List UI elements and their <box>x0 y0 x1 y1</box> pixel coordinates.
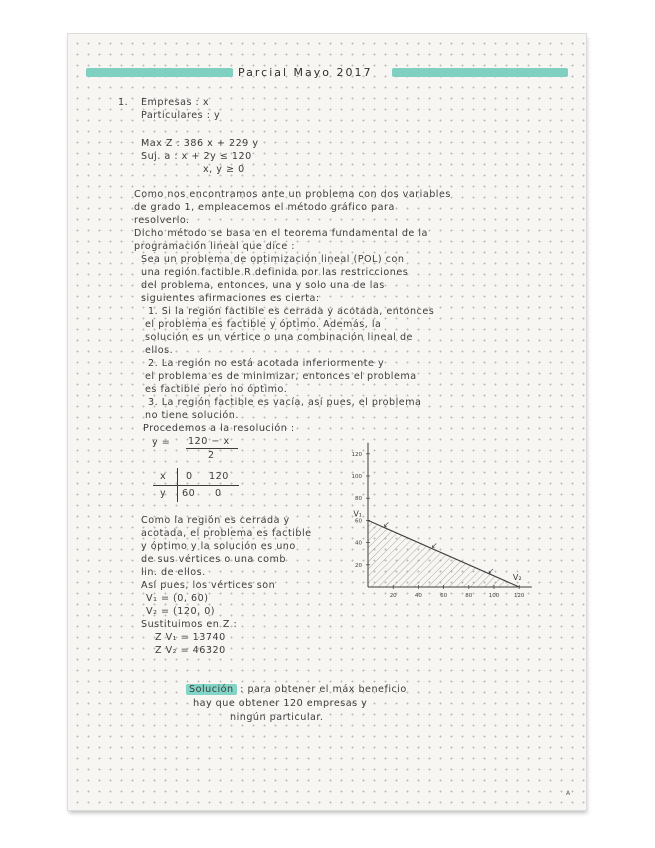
resolution-lead: Procedemos a la resolución : <box>143 423 295 434</box>
solution-line <box>186 684 407 696</box>
intro-line: siguientes afirmaciones es cierta: <box>141 293 320 304</box>
table-cell: 60 <box>182 488 196 499</box>
equation-numerator: 120 − x <box>188 436 230 447</box>
y-tick-label: 20 <box>355 562 362 569</box>
direction-arrow: ↙ <box>431 541 438 551</box>
solution-text: : para obtener el máx beneficio <box>240 684 407 695</box>
z-value-v1: Z V₁ = 13740 <box>155 632 226 643</box>
title-highlight-right <box>392 68 568 77</box>
variable-particulares: Particulares : y <box>141 110 221 121</box>
x-tick-label: 120 <box>513 593 525 599</box>
x-tick-label: 80 <box>465 593 473 599</box>
vertex-v1: V₁ = (0, 60) <box>146 593 209 604</box>
nonnegativity: x, y ≥ 0 <box>203 164 245 175</box>
table-cell: 0 <box>186 471 193 482</box>
z-value-v2: Z V₂ = 46320 <box>155 645 226 656</box>
y-tick-label: 60 <box>355 518 362 525</box>
variable-empresas: Empresas : x <box>141 97 210 108</box>
title-highlight-left <box>86 68 233 77</box>
solution-line: ningún particular. <box>230 712 324 723</box>
y-tick-label: 80 <box>355 496 362 503</box>
x-tick-label: 40 <box>414 593 422 599</box>
intro-line: de grado 1, empleacemos el método gráfico para <box>134 202 395 213</box>
conclusion-line: de sus vértices o una comb <box>141 554 286 565</box>
intro-line: 2. La región no está acotada inferiormente y <box>148 358 385 369</box>
x-tick-label: 100 <box>488 593 500 599</box>
y-tick-label: 120 <box>351 451 362 458</box>
table-cell: y <box>160 488 167 499</box>
page-title: Parcial Mayo 2017 <box>238 66 373 79</box>
y-tick-label: 40 <box>355 540 362 547</box>
intro-line: ellos. <box>145 345 174 356</box>
objective-function: Max Z : 386 x + 229 y <box>141 138 259 149</box>
intro-line: no tiene solución. <box>145 410 239 421</box>
y-tick-label: 100 <box>351 474 362 480</box>
intro-line: 1. Si la región factible es cerrada y acotada, entonces <box>148 306 435 317</box>
vertex-label: V₁ <box>353 509 362 519</box>
vertex-label: V₂ <box>512 573 522 582</box>
conclusion-line: Así pues, los vértices son <box>141 580 276 591</box>
intro-line: programación lineal que dice : <box>134 241 296 252</box>
x-tick-label: 20 <box>389 593 397 599</box>
intro-line: es factible pero no óptimo. <box>145 384 288 395</box>
table-cell: x <box>160 471 167 482</box>
intro-line: el problema es factible y óptimo. Además, la <box>145 319 382 330</box>
table-cell: 120 <box>209 471 229 482</box>
intro-line: solución es un vértice o una combinación lineal de <box>145 332 413 343</box>
fraction-bar <box>186 448 238 449</box>
conclusion-line: lin. de ellos. <box>141 567 206 578</box>
direction-arrow: ↙ <box>487 566 495 576</box>
conclusion-line: Como la región es cerrada y <box>141 515 290 526</box>
problem-number: 1. <box>118 97 129 108</box>
intro-line: Como nos encontramos ante un problema con dos variables <box>134 189 451 200</box>
conclusion-line: Sustituimos en Z : <box>141 619 238 630</box>
feasible-region-chart <box>340 420 540 605</box>
x-tick-label: 60 <box>440 593 448 599</box>
intro-line: resolverlo. <box>134 215 190 226</box>
solution-line: hay que obtener 120 empresas y <box>193 698 368 709</box>
solution-label: Solución <box>186 684 237 695</box>
equation-lhs: y = <box>152 437 171 448</box>
intro-line: Dicho método se basa en el teorema fundamental de la <box>134 228 428 239</box>
vertex-v2: V₂ = (120, 0) <box>146 606 216 617</box>
intro-line: del problema, entonces, una y solo una de las <box>141 280 385 291</box>
table-horizontal-rule <box>153 485 239 486</box>
table-cell: 0 <box>215 488 222 499</box>
intro-line: una región factible R definida por las restricciones <box>141 267 409 278</box>
intro-line: Sea un problema de optimización lineal (POL) con <box>141 254 405 265</box>
corner-mark: A <box>566 790 571 797</box>
conclusion-line: y óptimo y la solución es uno <box>141 541 296 552</box>
constraint: Suj. a : x + 2y ≤ 120 <box>141 151 252 162</box>
conclusion-line: acotada, el problema es factible <box>141 528 312 539</box>
equation-denominator: 2 <box>208 450 215 461</box>
intro-line: el problema es de minimizar, entonces el problema <box>145 371 417 382</box>
direction-arrow: ↙ <box>383 520 390 530</box>
intro-line: 3. La región factible es vacía, así pues, el problema <box>148 397 422 408</box>
